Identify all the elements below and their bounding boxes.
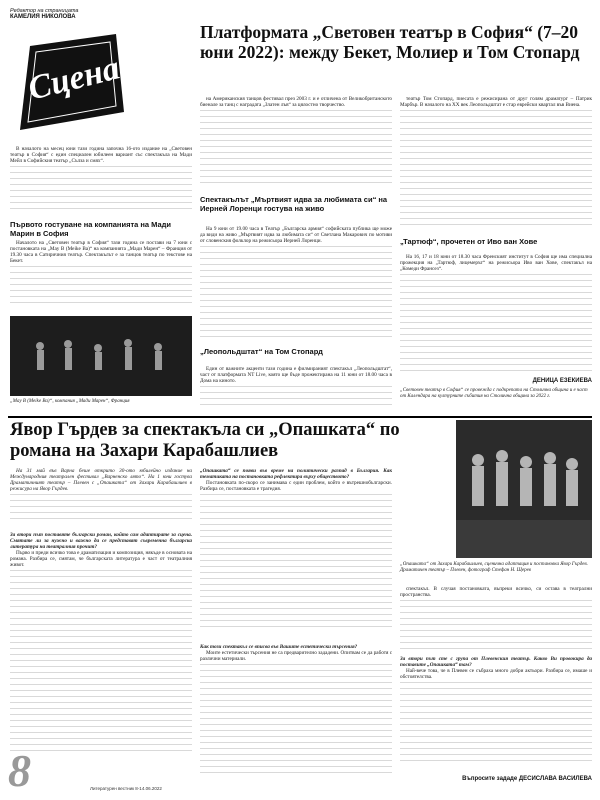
bottom-a1: Първо и преди всичко това е драматизация и композиция, някъде в основата на романа. Разбира се, смятам, че българската литература е част от театралния живот. (10, 550, 192, 568)
bottom-a3: Моите естетически търсения не са предварително зададени. Опитвам се да работя с различни материали. (200, 650, 392, 662)
section-divider (8, 416, 592, 418)
text-filler (200, 246, 392, 340)
text-filler (200, 386, 392, 408)
bottom-a2: Постановката по-скоро се занимава с един проблем, който е вътрешнобългарски. Разбира се, постановката е трагедия. (200, 480, 392, 492)
text-filler (400, 600, 592, 652)
bottom-q1: За втори път поставяте български роман, който сам адаптирате за сцена. Смятате ли за нужно и важно да се представят съвременна българска литература на театралния прочит? (10, 532, 192, 550)
top-sub1-body (10, 240, 192, 306)
top-headline: Платформата „Световен театър в София“ (7–20 юни 2022): между Бекет, Молиер и Том Стопард (200, 22, 580, 62)
bottom-intro-text: На 31 май във Варна беше открито 30-ото юбилейно издание на Международния театрален фестивал „Варненско лято“. На 1 юни гостува Драматичният театър – Плевен с „Опашката“ от Захари Карабашлиев в режисура на Явор Гърдев. (10, 468, 192, 492)
top-mid-body3 (200, 366, 392, 412)
top-sub1: Първото гостуване на компанията на Мади Марин в София (10, 220, 172, 238)
author-1-note: „Световен театър в София“ се провежда с подкрепата на Столична община и е част от Календара на културните събития на Столична община за 2022 г. (400, 388, 588, 399)
editor-name: КАМЕЛИЯ НИКОЛОВА (10, 14, 76, 20)
top-mid-text: на Американския танцов фестивал през 2003 г. и е отличена от Великобританското биенале за танц с наградата „Златен лъв“ за цялостно творчество. (200, 96, 392, 108)
text-filler (10, 494, 192, 522)
may-b-photo (10, 316, 192, 396)
bottom-q3-block (200, 644, 392, 784)
top-right-body2 (400, 254, 592, 378)
top-intro-text: В началото на месец юни тази година започна 16-ото издание на „Световен театър в София“ с един специален юбилеен вариант със спектакъла на Мади Мейл в Софийския театър „Сълза и смях“. (10, 146, 192, 164)
bottom-q2-block (200, 468, 392, 640)
top-mid-text2: На 9 юни от 19.00 часа в Театър „Българска армия“ софийската публика ще може да види на живо „Мъртвият идва за любимата си“ от Светлана Макарович по мотиви от словенския фолклор на режисьора Иерней Лоренци. (200, 226, 392, 244)
bottom-a4: Най-вече това, че в Плевен се събраха много добри актьори. Разбира се, имаше и обстоятелства. (400, 668, 592, 680)
top-right-text2: На 16, 17 и 18 юни от 18.30 часа Френският институт в София ще има специална прожекция на „Тартюф, лицемерът“ на режисьора Иво ван Хове, спектакъл на „Комеди Франсез“. (400, 254, 592, 272)
bottom-right-body (400, 586, 592, 652)
author-2: Въпросите зададе ДЕСИСЛАВА ВАСИЛЕВА (462, 776, 592, 782)
opashkata-photo (456, 420, 592, 558)
top-sub2: Спектакълът „Мъртвият идва за любимата си“ на Иерней Лоренци гостува на живо (200, 195, 388, 213)
top-mid-body2 (200, 226, 392, 344)
top-sub4: „Тартюф“, прочетен от Иво ван Хове (400, 237, 538, 246)
bottom-q4: За втори път сте с група от Плевенския театър. Какво Ви провокира да поставите „Опашката“ там? (400, 656, 592, 668)
text-filler (10, 266, 192, 306)
section-logo (6, 26, 128, 138)
top-intro (10, 146, 192, 218)
bottom-q4-block (400, 656, 592, 774)
text-filler (400, 274, 592, 374)
bottom-q2: „Опашката“ се появи във време на политически разпад в България. Как тематиката на постановката рефлектира върху обществото? (200, 468, 392, 480)
text-filler (200, 110, 392, 186)
issue-line: Литературен вестник 8-14.06.2022 (90, 786, 162, 791)
text-filler (400, 682, 592, 764)
text-filler (200, 494, 392, 630)
author-1: ДЕНИЦА ЕЗЕКИЕВА (532, 378, 592, 384)
page-number: 8 (8, 745, 31, 796)
photo-caption-1: „May B (Meike Ba)“, компания „Мади Марен“, Франция (10, 399, 130, 404)
bottom-q1-block (10, 532, 192, 764)
top-right-text: театър Том Стопард, пиесата е режисирана от друг голям драматург – Патрик Марбър. В началото на XX век Леопольдштат е стар еврейски квартал във Виена. (400, 96, 592, 108)
bottom-headline: Явор Гърдев за спектакъла си „Опашката“ по романа на Захари Карабашлиев (10, 420, 400, 461)
text-filler (10, 166, 192, 212)
section-logo-text: Сцена (24, 49, 124, 108)
photo-caption-2: „Опашката“ от Захари Карабашлиев, сценична адаптация и постановка Явор Гърдев. Драматичен театър – Плевен, фотограф Стефан Н. Щерев (400, 562, 588, 573)
bottom-q3: Как този спектакъл се вписва във Вашите естетически търсения? (200, 644, 358, 650)
top-sub1-text: Началото на „Световен театър в София“ тази година се постави на 7 юни с постановката на „May B (Meike Ba)“ на компанията „Мади Марен“ – Франция от 19.30 часа в Сатиричния театър. Спектакълът е за танцов театър по текстове на Бекет. (10, 240, 192, 264)
bottom-intro (10, 468, 192, 526)
editor-credit (10, 8, 120, 20)
top-mid-text3: Един от важните акценти тази година е филмираният спектакъл „Леопольдштат“, част от платформата NT Live, която ще бъде прожектирана на 11 юни от 18.00 часа в Дома на киното. (200, 366, 392, 384)
top-right-body (400, 96, 592, 230)
editor-role: Редактор на страницата (10, 8, 79, 14)
top-sub3: „Леопольдштат“ на Том Стопард (200, 347, 323, 356)
bottom-right-text: спектакъл. В случая постановката, въпреки всичко, си остава в театрални пространства. (400, 586, 592, 598)
text-filler (200, 664, 392, 774)
text-filler (400, 110, 592, 226)
text-filler (10, 570, 192, 752)
top-mid-body (200, 96, 392, 192)
